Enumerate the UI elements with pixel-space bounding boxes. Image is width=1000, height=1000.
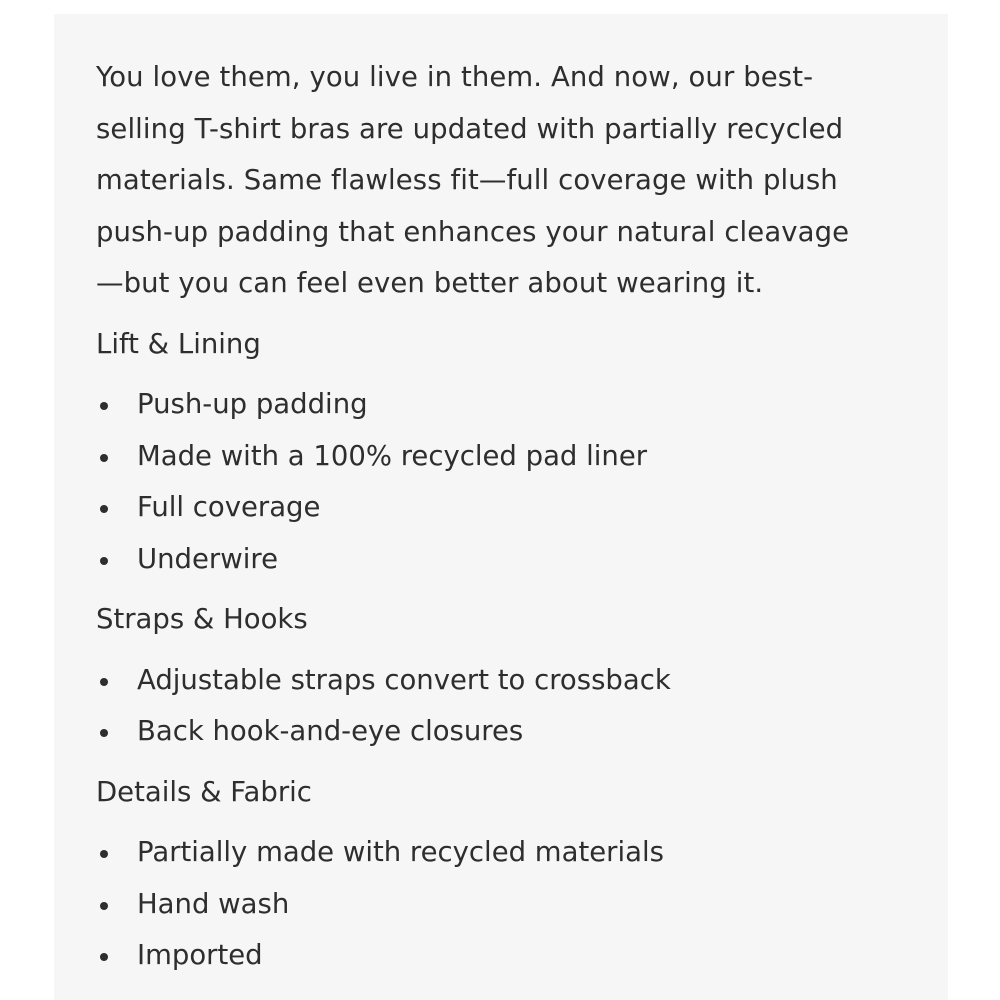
bullet-icon xyxy=(100,729,108,737)
list-item-text: Adjustable straps convert to crossback xyxy=(137,663,671,696)
section-heading-straps-hooks: Straps & Hooks xyxy=(96,603,308,635)
list-item xyxy=(96,482,948,534)
bullet-icon xyxy=(100,953,108,961)
list-item xyxy=(96,379,948,431)
list-item xyxy=(96,879,948,931)
description-line: materials. Same flawless fit—full coverage with plush xyxy=(96,164,838,196)
bullet-icon xyxy=(100,902,108,910)
lift-lining-list xyxy=(96,379,948,585)
list-item-text: Hand wash xyxy=(137,887,290,920)
list-item xyxy=(96,827,948,879)
list-item-text: Imported xyxy=(137,939,263,971)
straps-hooks-list xyxy=(96,655,948,758)
bullet-icon xyxy=(100,850,108,858)
bullet-icon xyxy=(100,402,108,410)
list-item xyxy=(96,706,948,758)
list-item-text: Full coverage xyxy=(137,491,321,523)
description-line: —but you can feel even better about wearing it. xyxy=(96,267,764,299)
list-item-text: Made with a 100% recycled pad liner xyxy=(137,439,648,472)
description-line: selling T-shirt bras are updated with partially recycled xyxy=(96,112,844,145)
list-item-text: Partially made with recycled materials xyxy=(137,836,664,868)
bullet-icon xyxy=(100,454,108,462)
list-item xyxy=(96,930,948,982)
list-item-text: Back hook-and-eye closures xyxy=(137,715,524,747)
product-description xyxy=(96,52,926,310)
list-item xyxy=(96,534,948,586)
description-line: push-up padding that enhances your natural cleavage xyxy=(96,215,850,248)
description-line: You love them, you live in them. And now, our best- xyxy=(96,61,814,93)
section-heading-lift-lining: Lift & Lining xyxy=(96,327,261,360)
bullet-icon xyxy=(100,678,108,686)
bullet-icon xyxy=(100,557,108,565)
list-item-text: Push-up padding xyxy=(137,388,368,420)
section-heading-details-fabric: Details & Fabric xyxy=(96,775,312,808)
details-fabric-list xyxy=(96,827,948,982)
list-item xyxy=(96,431,948,483)
list-item xyxy=(96,655,948,707)
list-item-text: Underwire xyxy=(137,542,278,575)
product-details-panel xyxy=(54,14,948,1000)
bullet-icon xyxy=(100,505,108,513)
